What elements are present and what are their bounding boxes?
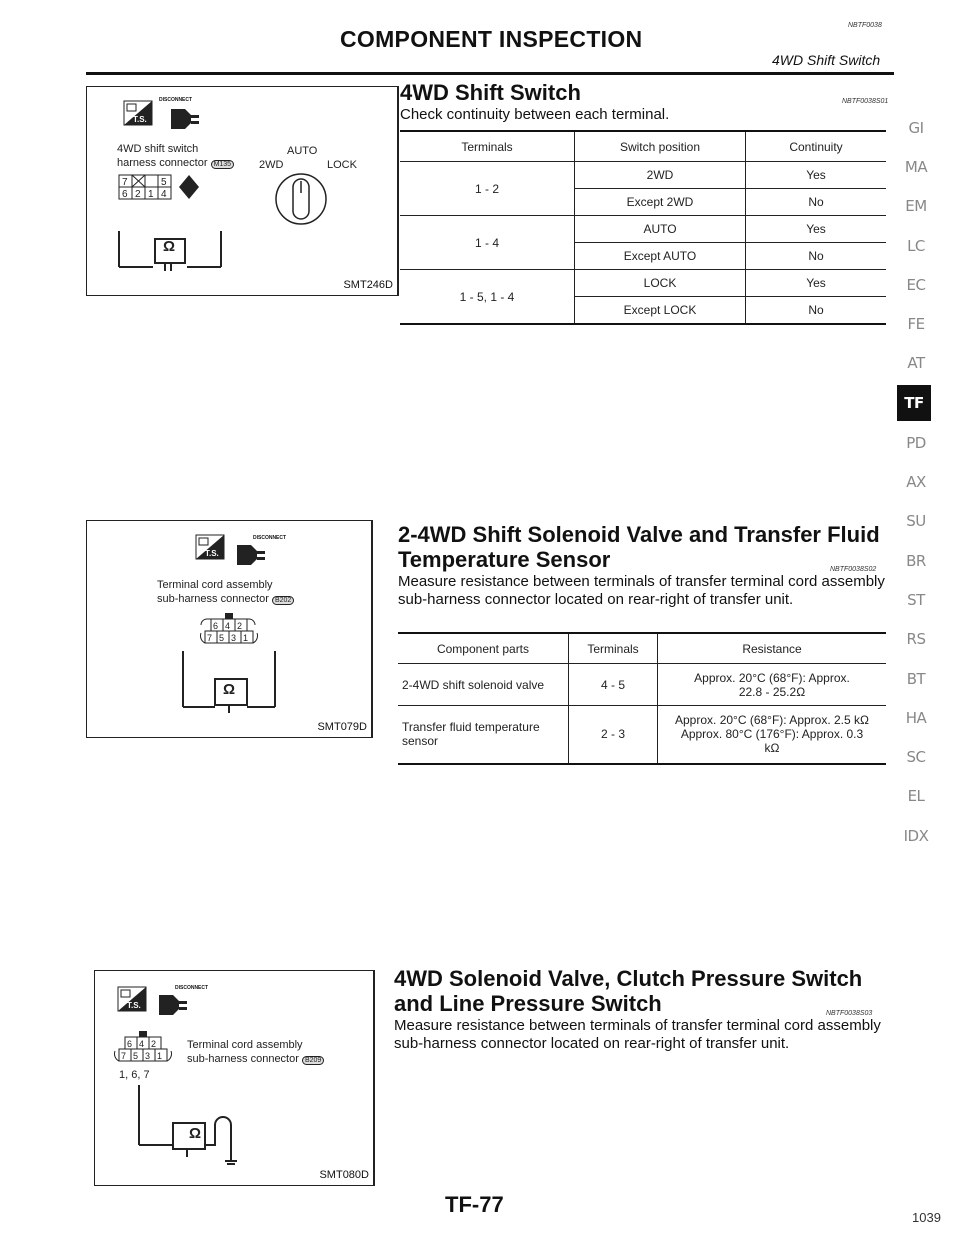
switch-lock-label: LOCK (327, 159, 357, 171)
pin-label: 5 (161, 177, 167, 188)
continuity-table (400, 132, 886, 325)
ts-book-icon (117, 983, 151, 1013)
continuity-cell: Yes (746, 162, 887, 189)
table-row (398, 664, 886, 706)
ohm-symbol: Ω (223, 681, 236, 698)
section-body: Measure resistance between terminals of transfer terminal cord assembly sub-harness connector located on rear-right of transfer unit. (398, 573, 885, 608)
connector-id-badge: B202 (272, 596, 294, 605)
tab-st[interactable]: ST (907, 590, 925, 609)
tab-br[interactable]: BR (906, 551, 926, 570)
continuity-cell: No (746, 243, 887, 270)
tab-bt[interactable]: BT (906, 669, 926, 688)
section-index-tabs (896, 108, 936, 855)
disconnect-label: DISCONNECT (175, 985, 209, 991)
pin-label: 5 (133, 1051, 139, 1061)
position-cell: Except 2WD (575, 189, 746, 216)
tab-fe[interactable]: FE (907, 315, 925, 334)
header-ref-code: NBTF0038 (848, 22, 882, 29)
pin-label: 6 (213, 621, 219, 631)
continuity-cell: No (746, 297, 887, 325)
pin-label: 7 (121, 1051, 127, 1061)
page-title: COMPONENT INSPECTION (340, 26, 643, 52)
ts-book-icon (123, 97, 157, 127)
tab-em[interactable]: EM (905, 197, 927, 216)
pin-label: 4 (139, 1039, 145, 1049)
section-body: Check continuity between each terminal. (400, 106, 670, 123)
part-cell: 2-4WD shift solenoid valve (398, 664, 569, 706)
figure-caption-line2: harness connector M135 (117, 157, 234, 171)
figure-caption-line2: sub-harness connector B202 (157, 593, 294, 607)
terminals-cell: 1 - 5, 1 - 4 (400, 270, 575, 325)
figure-id: SMT080D (319, 1169, 369, 1181)
tab-at[interactable]: AT (907, 354, 925, 373)
tab-gi[interactable]: GI (908, 118, 924, 137)
tab-el[interactable]: EL (907, 787, 925, 806)
connector-pin-diagram (113, 1029, 183, 1069)
terminals-cell: 2 - 3 (569, 706, 658, 764)
table-header: Terminals (400, 132, 575, 162)
ohm-symbol: Ω (189, 1125, 202, 1142)
tab-sc[interactable]: SC (906, 748, 926, 767)
section-title-line1: 4WD Solenoid Valve, Clutch Pressure Switch (394, 966, 863, 991)
svg-text:T.S.: T.S. (133, 115, 147, 124)
tab-ha[interactable]: HA (905, 708, 927, 727)
table-header: Terminals (569, 634, 658, 664)
pin-label: 4 (225, 621, 231, 631)
figure-terminal-cord-b209 (94, 970, 375, 1186)
connector-id-badge: M135 (211, 160, 235, 169)
pin-label: 2 (237, 621, 243, 631)
disconnect-label: DISCONNECT (159, 97, 193, 103)
tab-su[interactable]: SU (906, 512, 926, 531)
tab-ma[interactable]: MA (904, 157, 928, 176)
figure-caption-line1: 4WD shift switch (117, 143, 199, 155)
tab-ax[interactable]: AX (906, 473, 926, 492)
section-ref-code: NBTF0038S03 (826, 1010, 873, 1017)
pin-label: 6 (122, 189, 128, 200)
pin-label: 3 (231, 633, 237, 643)
figure-terminal-cord-b202 (86, 520, 373, 738)
pin-label: 4 (161, 189, 167, 200)
header-rule (86, 72, 894, 75)
pin-label: 1 (157, 1051, 163, 1061)
section-ref-code: NBTF0038S02 (830, 566, 877, 573)
tab-ec[interactable]: EC (906, 275, 926, 294)
table-header: Resistance (658, 634, 887, 664)
switch-auto-label: AUTO (287, 145, 318, 157)
pin-label: 1 (243, 633, 249, 643)
figure-caption-line1: Terminal cord assembly (187, 1039, 303, 1051)
pin-label: 7 (207, 633, 213, 643)
tab-tf[interactable]: TF (897, 385, 931, 421)
part-cell: Transfer fluid temperature sensor (398, 706, 569, 764)
pin-label: 2 (151, 1039, 157, 1049)
table-header: Switch position (575, 132, 746, 162)
svg-text:T.S.: T.S. (205, 549, 219, 558)
continuity-cell: Yes (746, 270, 887, 297)
tab-rs[interactable]: RS (906, 630, 926, 649)
ts-book-icon (195, 531, 229, 561)
table-row (398, 706, 886, 764)
pin-label: 7 (122, 177, 128, 188)
position-cell: Except AUTO (575, 243, 746, 270)
resistance-cell: Approx. 20°C (68°F): Approx. 2.5 kΩ Approx. 80°C (176°F): Approx. 0.3 kΩ (658, 706, 887, 764)
connector-pin-diagram (117, 173, 207, 203)
pin-label: 6 (127, 1039, 133, 1049)
disconnect-connector-icon (167, 103, 201, 133)
page-number: TF-77 (445, 1192, 504, 1217)
continuity-cell: Yes (746, 216, 887, 243)
pin-label: 5 (219, 633, 225, 643)
pin-label: 1 (148, 189, 154, 200)
position-cell: 2WD (575, 162, 746, 189)
figure-caption-line1: Terminal cord assembly (157, 579, 273, 591)
tab-idx[interactable]: IDX (903, 826, 929, 845)
position-cell: LOCK (575, 270, 746, 297)
terminals-cell: 4 - 5 (569, 664, 658, 706)
section-body: Measure resistance between terminals of transfer terminal cord assembly sub-harness connector located on rear-right of transfer unit. (394, 1017, 881, 1052)
table-header: Continuity (746, 132, 887, 162)
svg-text:T.S.: T.S. (127, 1001, 141, 1010)
figure-id: SMT246D (343, 279, 393, 291)
section-title-line2: and Line Pressure Switch (394, 991, 662, 1016)
section-title-4wd-shift-switch: 4WD Shift Switch (400, 80, 581, 105)
figure-id: SMT079D (317, 721, 367, 733)
terminals-cell: 1 - 4 (400, 216, 575, 270)
position-cell: Except LOCK (575, 297, 746, 325)
disconnect-label: DISCONNECT (253, 535, 287, 541)
table-row (400, 270, 886, 297)
terminals-cell: 1 - 2 (400, 162, 575, 216)
header-section-label: 4WD Shift Switch (772, 52, 881, 68)
pin-label: 2 (135, 189, 141, 200)
switch-2wd-label: 2WD (259, 159, 284, 171)
disconnect-connector-icon (155, 989, 189, 1019)
tab-lc[interactable]: LC (907, 236, 925, 255)
connector-id-badge: B209 (302, 1056, 324, 1065)
position-cell: AUTO (575, 216, 746, 243)
figure-4wd-shift-switch (86, 86, 399, 296)
table-row (400, 162, 886, 189)
switch-knob-icon (273, 171, 329, 227)
disconnect-connector-icon (233, 539, 267, 569)
section-ref-code: NBTF0038S01 (842, 98, 889, 105)
pins-note: 1, 6, 7 (119, 1069, 150, 1081)
tab-pd[interactable]: PD (906, 433, 926, 452)
print-page-number: 1039 (912, 1210, 941, 1225)
resistance-cell: Approx. 20°C (68°F): Approx. 22.8 - 25.2Ω (658, 664, 887, 706)
table-row (400, 216, 886, 243)
section-title-line1: 2-4WD Shift Solenoid Valve and Transfer Fluid (398, 522, 880, 547)
pin-label: 3 (145, 1051, 151, 1061)
ohm-symbol: Ω (163, 238, 176, 255)
table-header: Component parts (398, 634, 569, 664)
continuity-cell: No (746, 189, 887, 216)
section-title-line2: Temperature Sensor (398, 547, 611, 572)
figure-caption-line2: sub-harness connector B209 (187, 1053, 324, 1067)
connector-pin-diagram (199, 611, 269, 651)
resistance-table (398, 634, 886, 765)
